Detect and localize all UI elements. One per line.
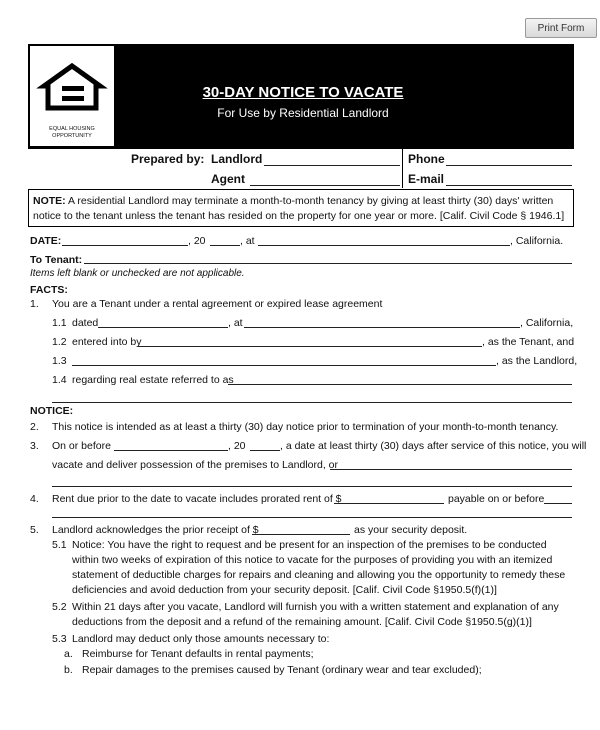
landlord-label: Landlord	[211, 152, 263, 166]
to-tenant-label: To Tenant:	[30, 254, 83, 266]
landlord-name-field[interactable]	[264, 165, 400, 166]
notice-5-1-num: 5.1	[52, 539, 67, 551]
notice-item-3-c: , a date at least thirty (30) days after service of this notice, you will	[280, 440, 587, 452]
note-text-1: A residential Landlord may terminate a month-to-month tenancy by giving at least thirty (30) days' written	[68, 195, 554, 207]
prepared-divider	[402, 148, 403, 188]
form-subtitle: For Use by Residential Landlord	[217, 106, 389, 120]
fact-1-1-at-label: , at	[228, 317, 243, 329]
form-title: 30-DAY NOTICE TO VACATE	[202, 84, 404, 101]
rent-due-date-field-1[interactable]	[544, 503, 572, 504]
facts-item-1-num: 1.	[30, 298, 39, 310]
email-label: E-mail	[408, 172, 445, 186]
lease-landlord-field[interactable]	[72, 365, 496, 366]
rent-due-date-field-2[interactable]	[52, 517, 572, 518]
date-at-label: , at	[240, 235, 255, 247]
notice-item-4-num: 4.	[30, 493, 39, 505]
phone-label: Phone	[408, 152, 445, 166]
fact-1-3-end: , as the Landlord,	[496, 355, 578, 367]
notice-5-3-text: Landlord may deduct only those amounts necessary to:	[72, 633, 330, 645]
notice-item-2-text: This notice is intended as at least a thirty (30) day notice prior to termination of your month-to-month tenancy.	[52, 421, 559, 433]
notice-5-1-line-1: Notice: You have the right to request and be present for an inspection of the premises to be conducted	[72, 539, 547, 551]
notice-item-3-d: vacate and deliver possession of the premises to Landlord, or	[52, 459, 338, 471]
fact-1-1-num: 1.1	[52, 317, 67, 329]
notice-5-1-line-3: statement of deductible charges for repairs and cleaning and allowing you the opportunity to remedy these	[72, 569, 566, 581]
vacate-alternative-field-1[interactable]	[330, 469, 572, 470]
notice-5-3-a-text: Reimburse for Tenant defaults in rental payments;	[82, 648, 314, 660]
logo-caption-1: EQUAL HOUSING	[49, 126, 95, 132]
notice-5-3-b-text: Repair damages to the premises caused by Tenant (ordinary wear and tear excluded);	[82, 664, 482, 676]
facts-heading: FACTS:	[30, 284, 68, 296]
fact-1-1-dated-label: dated	[72, 317, 99, 329]
property-field-1[interactable]	[228, 384, 572, 385]
lease-tenant-field[interactable]	[138, 346, 482, 347]
fact-1-2-end: , as the Tenant, and	[482, 336, 575, 348]
fact-1-2-text: entered into by	[72, 336, 142, 348]
note-line-1	[33, 195, 553, 207]
email-field[interactable]	[446, 185, 572, 186]
date-year-field[interactable]	[210, 245, 240, 246]
print-form-button[interactable]: Print Form	[525, 18, 597, 38]
fact-1-4-num: 1.4	[52, 374, 67, 386]
date-year-label: , 20	[188, 235, 206, 247]
notice-5-3-b-num: b.	[64, 664, 73, 676]
agent-label: Agent	[211, 172, 245, 186]
logo-caption-2: OPPORTUNITY	[52, 133, 92, 139]
prepared-by-label: Prepared by:	[131, 152, 205, 166]
vacate-date-field[interactable]	[114, 450, 228, 451]
notice-5-2-line-2: deductions from the deposit and a refund of the remaining amount. [Calif. Civil Code §1950.5(g)(1)]	[72, 616, 532, 628]
phone-field[interactable]	[446, 165, 572, 166]
lease-date-field[interactable]	[98, 327, 228, 328]
property-field-2[interactable]	[52, 402, 572, 403]
notice-item-3-a: On or before	[52, 440, 111, 452]
form-header	[28, 44, 574, 148]
notice-item-3-num: 3.	[30, 440, 39, 452]
blank-items-note: Items left blank or unchecked are not applicable.	[30, 268, 245, 279]
notice-5-3-a-num: a.	[64, 648, 73, 660]
notice-5-3-num: 5.3	[52, 633, 67, 645]
fact-1-1-state: , California,	[520, 317, 574, 329]
note-label: NOTE:	[33, 195, 66, 207]
date-city-field[interactable]	[258, 245, 510, 246]
notice-item-4-b: payable on or before	[448, 493, 545, 505]
vacate-year-field[interactable]	[250, 450, 280, 451]
notice-item-5-a: Landlord acknowledges the prior receipt of $	[52, 524, 259, 536]
notice-5-2-line-1: Within 21 days after you vacate, Landlord will furnish you with a written statement and explanation of any	[72, 601, 559, 613]
notice-item-5-num: 5.	[30, 524, 39, 536]
notice-5-1-line-4: deficiencies and avoid deduction from your security deposit. [Calif. Civil Code §1950.5(f)(1)]	[72, 584, 497, 596]
facts-item-1-text: You are a Tenant under a rental agreement or expired lease agreement	[52, 298, 383, 310]
date-state-label: , California.	[510, 235, 564, 247]
agent-name-field[interactable]	[250, 185, 400, 186]
notice-heading: NOTICE:	[30, 405, 74, 417]
vacate-alternative-field-2[interactable]	[52, 486, 572, 487]
lease-city-field[interactable]	[244, 327, 520, 328]
notice-5-2-num: 5.2	[52, 601, 67, 613]
notice-item-5-b: as your security deposit.	[354, 524, 468, 536]
date-field[interactable]	[62, 245, 188, 246]
date-label: DATE:	[30, 235, 62, 247]
fact-1-2-num: 1.2	[52, 336, 67, 348]
tenant-name-field[interactable]	[84, 263, 572, 264]
notice-item-4-a: Rent due prior to the date to vacate includes prorated rent of $	[52, 493, 342, 505]
note-line-2: notice to the tenant unless the tenant has resided on the property for one year or more. [Calif. Civil Code § 1946.1]	[33, 210, 565, 222]
notice-item-2-num: 2.	[30, 421, 39, 433]
fact-1-4-text: regarding real estate referred to as	[72, 374, 234, 386]
prepared-top-border	[28, 148, 574, 149]
prorated-rent-field[interactable]	[334, 503, 444, 504]
notice-5-1-line-2: within two weeks of expiration of this notice to vacate for the purposes of providing you with an itemized	[72, 554, 553, 566]
security-deposit-field[interactable]	[252, 534, 350, 535]
notice-item-3-b: , 20	[228, 440, 246, 452]
fact-1-3-num: 1.3	[52, 355, 67, 367]
